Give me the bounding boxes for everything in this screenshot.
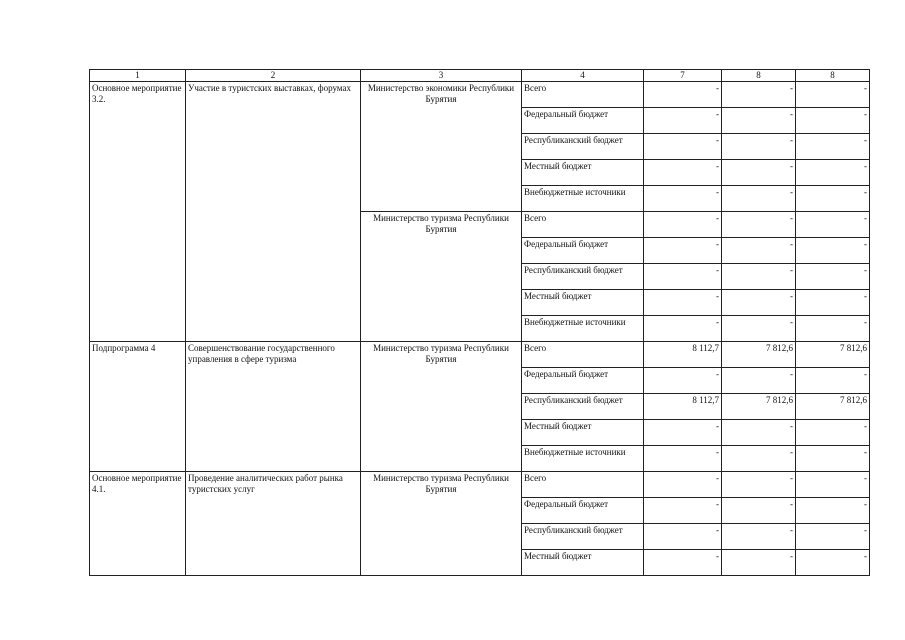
funding-source: Внебюджетные источники bbox=[522, 186, 644, 212]
value-cell-1: - bbox=[644, 550, 722, 576]
value-cell-2: - bbox=[722, 290, 796, 316]
value-cell-2: - bbox=[722, 498, 796, 524]
funding-source: Федеральный бюджет bbox=[522, 368, 644, 394]
value-cell-3: - bbox=[796, 472, 870, 498]
value-cell-3: - bbox=[796, 160, 870, 186]
funding-source: Республиканский бюджет bbox=[522, 264, 644, 290]
row-code: Основное мероприятие 3.2. bbox=[90, 82, 186, 342]
funding-source: Всего bbox=[522, 82, 644, 108]
funding-source: Республиканский бюджет bbox=[522, 394, 644, 420]
value-cell-1: - bbox=[644, 264, 722, 290]
value-cell-2: - bbox=[722, 524, 796, 550]
value-cell-3: - bbox=[796, 498, 870, 524]
funding-source: Местный бюджет bbox=[522, 420, 644, 446]
table-body bbox=[90, 82, 870, 576]
value-cell-1: - bbox=[644, 498, 722, 524]
value-cell-1: - bbox=[644, 420, 722, 446]
value-cell-1: - bbox=[644, 368, 722, 394]
value-cell-3: - bbox=[796, 186, 870, 212]
funding-source: Федеральный бюджет bbox=[522, 498, 644, 524]
ministry-name: Министерство туризма Республики Бурятия bbox=[361, 212, 522, 342]
value-cell-1: 8 112,7 bbox=[644, 394, 722, 420]
row-title: Проведение аналитических работ рынка туристских услуг bbox=[186, 472, 361, 576]
funding-source: Федеральный бюджет bbox=[522, 238, 644, 264]
value-cell-1: - bbox=[644, 446, 722, 472]
funding-source: Местный бюджет bbox=[522, 550, 644, 576]
table-row bbox=[90, 82, 870, 108]
value-cell-3: - bbox=[796, 368, 870, 394]
funding-source: Республиканский бюджет bbox=[522, 134, 644, 160]
header-col-7: 8 bbox=[796, 70, 870, 82]
value-cell-2: - bbox=[722, 134, 796, 160]
value-cell-1: - bbox=[644, 82, 722, 108]
value-cell-2: 7 812,6 bbox=[722, 342, 796, 368]
header-col-1: 1 bbox=[90, 70, 186, 82]
row-code: Подпрограмма 4 bbox=[90, 342, 186, 472]
value-cell-2: - bbox=[722, 264, 796, 290]
funding-source: Федеральный бюджет bbox=[522, 108, 644, 134]
value-cell-2: - bbox=[722, 550, 796, 576]
table-header bbox=[90, 70, 870, 82]
value-cell-2: - bbox=[722, 238, 796, 264]
row-title: Участие в туристских выставках, форумах bbox=[186, 82, 361, 342]
header-col-4: 4 bbox=[522, 70, 644, 82]
value-cell-3: 7 812,6 bbox=[796, 342, 870, 368]
budget-table bbox=[89, 69, 870, 576]
value-cell-2: - bbox=[722, 420, 796, 446]
value-cell-3: - bbox=[796, 420, 870, 446]
header-col-2: 2 bbox=[186, 70, 361, 82]
value-cell-2: - bbox=[722, 82, 796, 108]
table-row bbox=[90, 472, 870, 498]
row-code: Основное мероприятие 4.1. bbox=[90, 472, 186, 576]
value-cell-1: - bbox=[644, 134, 722, 160]
value-cell-3: - bbox=[796, 446, 870, 472]
funding-source: Внебюджетные источники bbox=[522, 316, 644, 342]
ministry-name: Министерство туризма Республики Бурятия bbox=[361, 342, 522, 472]
value-cell-1: - bbox=[644, 108, 722, 134]
header-col-6: 8 bbox=[722, 70, 796, 82]
header-col-5: 7 bbox=[644, 70, 722, 82]
funding-source: Местный бюджет bbox=[522, 160, 644, 186]
value-cell-3: - bbox=[796, 108, 870, 134]
value-cell-1: 8 112,7 bbox=[644, 342, 722, 368]
value-cell-2: - bbox=[722, 212, 796, 238]
value-cell-3: - bbox=[796, 134, 870, 160]
value-cell-3: 7 812,6 bbox=[796, 394, 870, 420]
ministry-name: Министерство экономики Республики Бурятия bbox=[361, 82, 522, 212]
value-cell-2: - bbox=[722, 108, 796, 134]
funding-source: Республиканский бюджет bbox=[522, 524, 644, 550]
funding-source: Всего bbox=[522, 472, 644, 498]
value-cell-2: - bbox=[722, 186, 796, 212]
header-row bbox=[90, 70, 870, 82]
funding-source: Всего bbox=[522, 342, 644, 368]
header-col-3: 3 bbox=[361, 70, 522, 82]
value-cell-3: - bbox=[796, 290, 870, 316]
funding-source: Местный бюджет bbox=[522, 290, 644, 316]
value-cell-2: - bbox=[722, 446, 796, 472]
value-cell-2: 7 812,6 bbox=[722, 394, 796, 420]
value-cell-2: - bbox=[722, 368, 796, 394]
value-cell-3: - bbox=[796, 212, 870, 238]
table-row bbox=[90, 342, 870, 368]
value-cell-1: - bbox=[644, 186, 722, 212]
value-cell-3: - bbox=[796, 82, 870, 108]
value-cell-1: - bbox=[644, 472, 722, 498]
value-cell-2: - bbox=[722, 472, 796, 498]
funding-source: Внебюджетные источники bbox=[522, 446, 644, 472]
row-title: Совершенствование государственного управления в сфере туризма bbox=[186, 342, 361, 472]
ministry-name: Министерство туризма Республики Бурятия bbox=[361, 472, 522, 576]
value-cell-1: - bbox=[644, 238, 722, 264]
value-cell-3: - bbox=[796, 238, 870, 264]
value-cell-1: - bbox=[644, 212, 722, 238]
value-cell-2: - bbox=[722, 316, 796, 342]
value-cell-3: - bbox=[796, 316, 870, 342]
value-cell-2: - bbox=[722, 160, 796, 186]
value-cell-3: - bbox=[796, 550, 870, 576]
value-cell-1: - bbox=[644, 290, 722, 316]
value-cell-1: - bbox=[644, 316, 722, 342]
value-cell-3: - bbox=[796, 524, 870, 550]
funding-source: Всего bbox=[522, 212, 644, 238]
value-cell-3: - bbox=[796, 264, 870, 290]
value-cell-1: - bbox=[644, 160, 722, 186]
value-cell-1: - bbox=[644, 524, 722, 550]
